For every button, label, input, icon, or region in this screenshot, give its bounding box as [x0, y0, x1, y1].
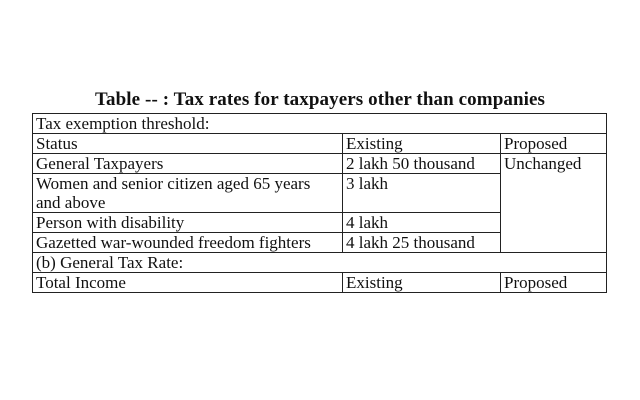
status-cell: General Taxpayers: [33, 154, 343, 174]
proposed-column-header: Proposed: [501, 134, 607, 154]
tax-rates-table: [32, 113, 607, 293]
existing-cell: 2 lakh 50 thousand: [343, 154, 501, 174]
status-cell: Gazetted war-wounded freedom fighters: [33, 233, 343, 253]
section-b-header: (b) General Tax Rate:: [33, 253, 607, 273]
column-header-row: [33, 134, 607, 154]
section-b-column-header-row: [33, 273, 607, 293]
proposed-cell: Unchanged: [501, 154, 607, 253]
section-a-header: Tax exemption threshold:: [33, 114, 607, 134]
section-b-header-row: [33, 253, 607, 273]
existing-cell: 4 lakh 25 thousand: [343, 233, 501, 253]
existing-column-header: Existing: [343, 273, 501, 293]
table-row: [33, 154, 607, 174]
status-column-header: Status: [33, 134, 343, 154]
status-cell: Person with disability: [33, 213, 343, 233]
table-title: Table -- : Tax rates for taxpayers other than companies: [94, 89, 546, 110]
existing-column-header: Existing: [343, 134, 501, 154]
status-cell: Women and senior citizen aged 65 years and above: [33, 174, 343, 213]
section-a-header-row: [33, 114, 607, 134]
proposed-column-header: Proposed: [501, 273, 607, 293]
total-income-column-header: Total Income: [33, 273, 343, 293]
existing-cell: 4 lakh: [343, 213, 501, 233]
existing-cell: 3 lakh: [343, 174, 501, 213]
